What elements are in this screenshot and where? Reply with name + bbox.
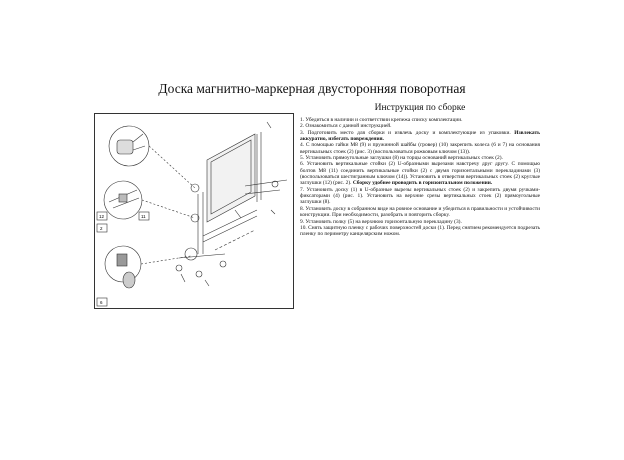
step-8: 8. Установить доску в собранном виде на ровное основание и убедиться в правильности и устойчивости конструкции. При необходимости, разобрать и повторить сборку. [300,205,540,219]
step-6-note: Сборку удобнее проводить в горизонтальном положении. [352,180,493,187]
assembly-drawing [95,114,295,310]
figure-label-11: 11 [141,214,146,219]
step-3: 3. Подготовить место для сборки и извлечь доску и комплектующие из упаковки. Извлекать аккуратно, избегать повреждения. [300,129,540,143]
figure-label-12: 12 [99,214,105,219]
step-6: 6. Установить вертикальные стойки (2) U-образными вырезами навстречу друг другу. С помощью болтов М8 (11) соединить вертикальные стойки (2) с двумя горизонтальными перекладинами (3) (воспользоваться шестигранным ключом (14)). Установить в отверстия вертикальных стоек (2) круглые заглушки (12) (рис. 2). Сборку удобнее проводить в горизонтальном положении. [300,161,540,187]
step-4: 4. С помощью гайки М8 (9) и пружинной шайбы (гровер) (10) закрепить колеса (6 и 7) на основания вертикальных стоек (2) (рис. 3) (воспользоваться рожковым ключом (13)). [300,142,540,155]
step-10: 10. Снять защитную пленку с рабочих поверхностей доски (1). Перед снятием рекомендуется подрезать пленку по периметру канцелярским ножом. [300,224,540,238]
step-9: 9. Установить полку (5) на верхнюю горизонтальную перекладину (3). [300,218,462,225]
step-5: 5. Установить прямоугольные заглушки (8) на торцы оснований вертикальных стоек (2). [300,155,503,162]
assembly-figure [94,113,294,309]
instruction-steps [300,117,540,238]
figure-label-2: 2 [100,226,103,231]
step-2: 2. Ознакомиться с данной инструкцией. [300,123,392,130]
step-7: 7. Установить доску (1) в U-образные вырезы вертикальных стоек (2) и закрепить двумя ручками-фиксаторами (4) (рис. 1). Установить на верхние срезы вертикальных стоек (2) прямоугольные заглушки (8). [300,186,540,206]
step-1: 1. Убедиться в наличии и соответствии крепежа списку комплектации. [300,117,463,123]
figure-label-6: 6 [100,300,103,305]
document-title: Доска магнитно-маркерная двусторонняя поворотная [158,81,466,96]
instructions-heading: Инструкция по сборке [374,103,466,113]
step-3-warning: Извлекать аккуратно, избегать повреждения. [300,129,540,143]
